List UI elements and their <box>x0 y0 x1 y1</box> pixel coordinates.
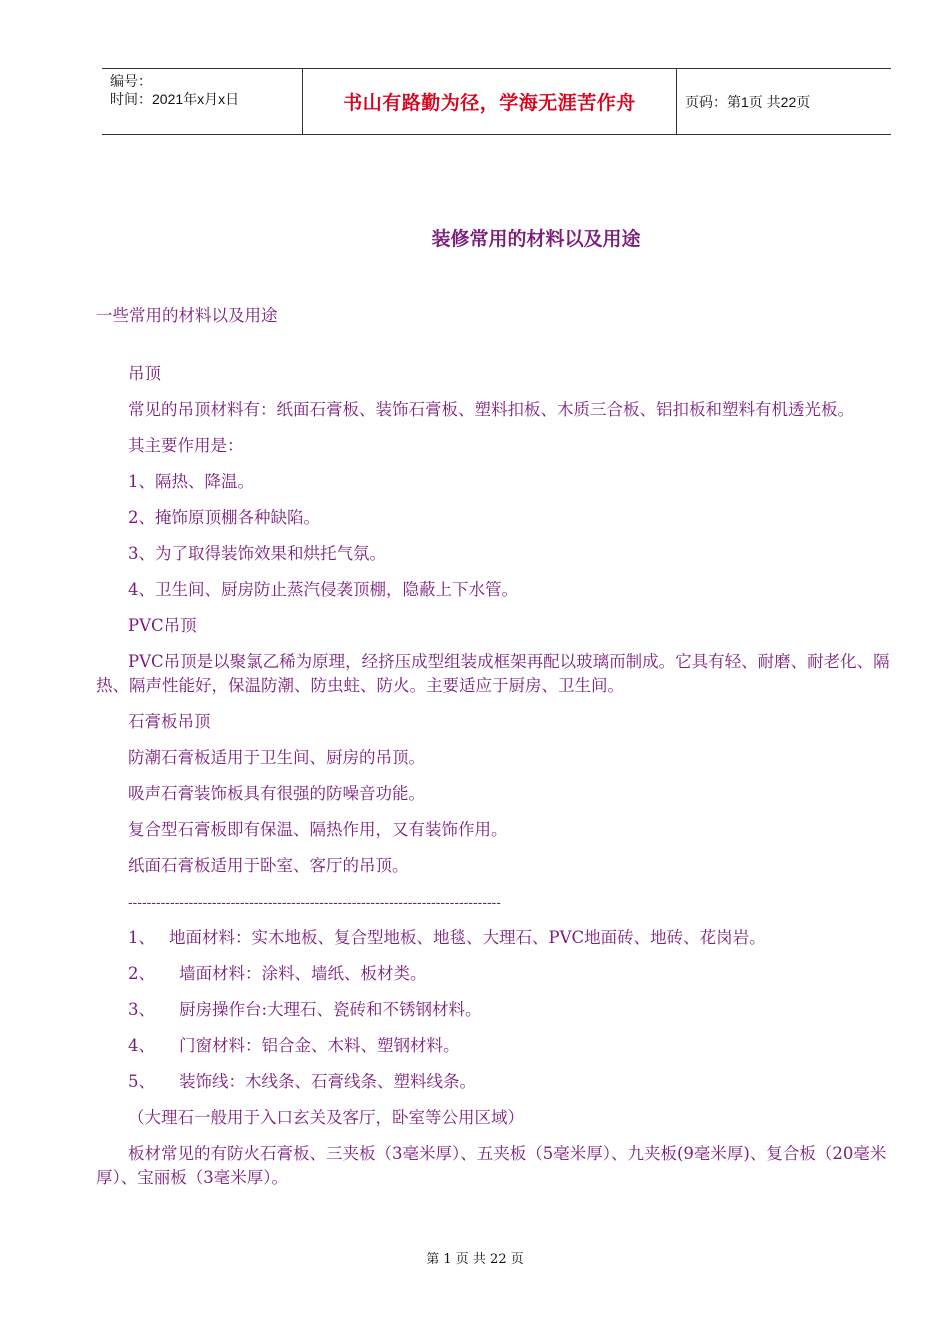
list-text: 厨房操作台:大理石、瓷砖和不锈钢材料。 <box>179 1000 482 1019</box>
paragraph: 4、卫生间、厨房防止蒸汽侵袭顶棚，隐蔽上下水管。 <box>128 580 518 599</box>
list-item <box>96 1034 902 1058</box>
list-number: 2、 <box>128 964 155 983</box>
list-text: 装饰线：木线条、石膏线条、塑料线条。 <box>179 1072 476 1091</box>
section-heading: PVC吊顶 <box>128 616 197 635</box>
list-number: 5、 <box>128 1072 155 1091</box>
document-title: 装修常用的材料以及用途 <box>431 228 641 250</box>
list-number: 4、 <box>128 1036 155 1055</box>
header-meta <box>102 69 303 134</box>
list-item <box>96 926 902 950</box>
paragraph: 防潮石膏板适用于卫生间、厨房的吊顶。 <box>128 748 425 767</box>
section-heading: 石膏板吊顶 <box>128 712 211 731</box>
header-table <box>102 68 891 135</box>
paragraph: 板材常见的有防火石膏板、三夹板（3毫米厚）、五夹板（5毫米厚）、九夹板(9毫米厚)、复合板（20毫米厚）、宝丽板（3毫米厚）。 <box>96 1144 887 1187</box>
paragraph: 3、为了取得装饰效果和烘托气氛。 <box>128 544 386 563</box>
paragraph: 其主要作用是： <box>128 436 244 455</box>
paragraph: PVC吊顶是以聚氯乙稀为原理，经挤压成型组装成框架再配以玻璃而制成。它具有轻、耐磨、耐老化、隔热、隔声性能好，保温防潮、防虫蛀、防火。主要适应于厨房、卫生间。 <box>96 652 890 695</box>
paragraph: 常见的吊顶材料有：纸面石膏板、装饰石膏板、塑料扣板、木质三合板、铝扣板和塑料有机透光板。 <box>128 400 854 419</box>
paragraph: （大理石一般用于入口玄关及客厅，卧室等公用区域） <box>128 1108 524 1127</box>
time-label: 时间：2021年x月x日 <box>110 91 240 107</box>
paragraph: 2、掩饰原顶棚各种缺陷。 <box>128 508 320 527</box>
list-item <box>96 962 902 986</box>
paragraph: 吸声石膏装饰板具有很强的防噪音功能。 <box>128 784 425 803</box>
intro-line: 一些常用的材料以及用途 <box>96 306 278 325</box>
number-label: 编号： <box>110 73 152 89</box>
list-text: 地面材料：实木地板、复合型地板、地毯、大理石、PVC地面砖、地砖、花岗岩。 <box>169 928 766 947</box>
list-number: 1、 <box>128 928 155 947</box>
separator-line: -------------------------------------------------------------------------------- <box>128 894 501 910</box>
header-page-info: 页码：第1页 共22页 <box>685 93 811 110</box>
paragraph: 吊顶 <box>128 364 161 383</box>
list-text: 墙面材料：涂料、墙纸、板材类。 <box>179 964 427 983</box>
paragraph: 1、隔热、降温。 <box>128 472 254 491</box>
paragraph: 复合型石膏板即有保温、隔热作用，又有装饰作用。 <box>128 820 508 839</box>
list-item <box>96 1070 902 1094</box>
list-item <box>96 998 902 1022</box>
page-footer: 第 1 页 共 22 页 <box>426 1252 524 1267</box>
list-number: 3、 <box>128 1000 155 1019</box>
document-body <box>96 362 902 1202</box>
header-motto: 书山有路勤为径，学海无涯苦作舟 <box>303 69 677 134</box>
paragraph: 纸面石膏板适用于卧室、客厅的吊顶。 <box>128 856 409 875</box>
list-text: 门窗材料：铝合金、木料、塑钢材料。 <box>179 1036 460 1055</box>
